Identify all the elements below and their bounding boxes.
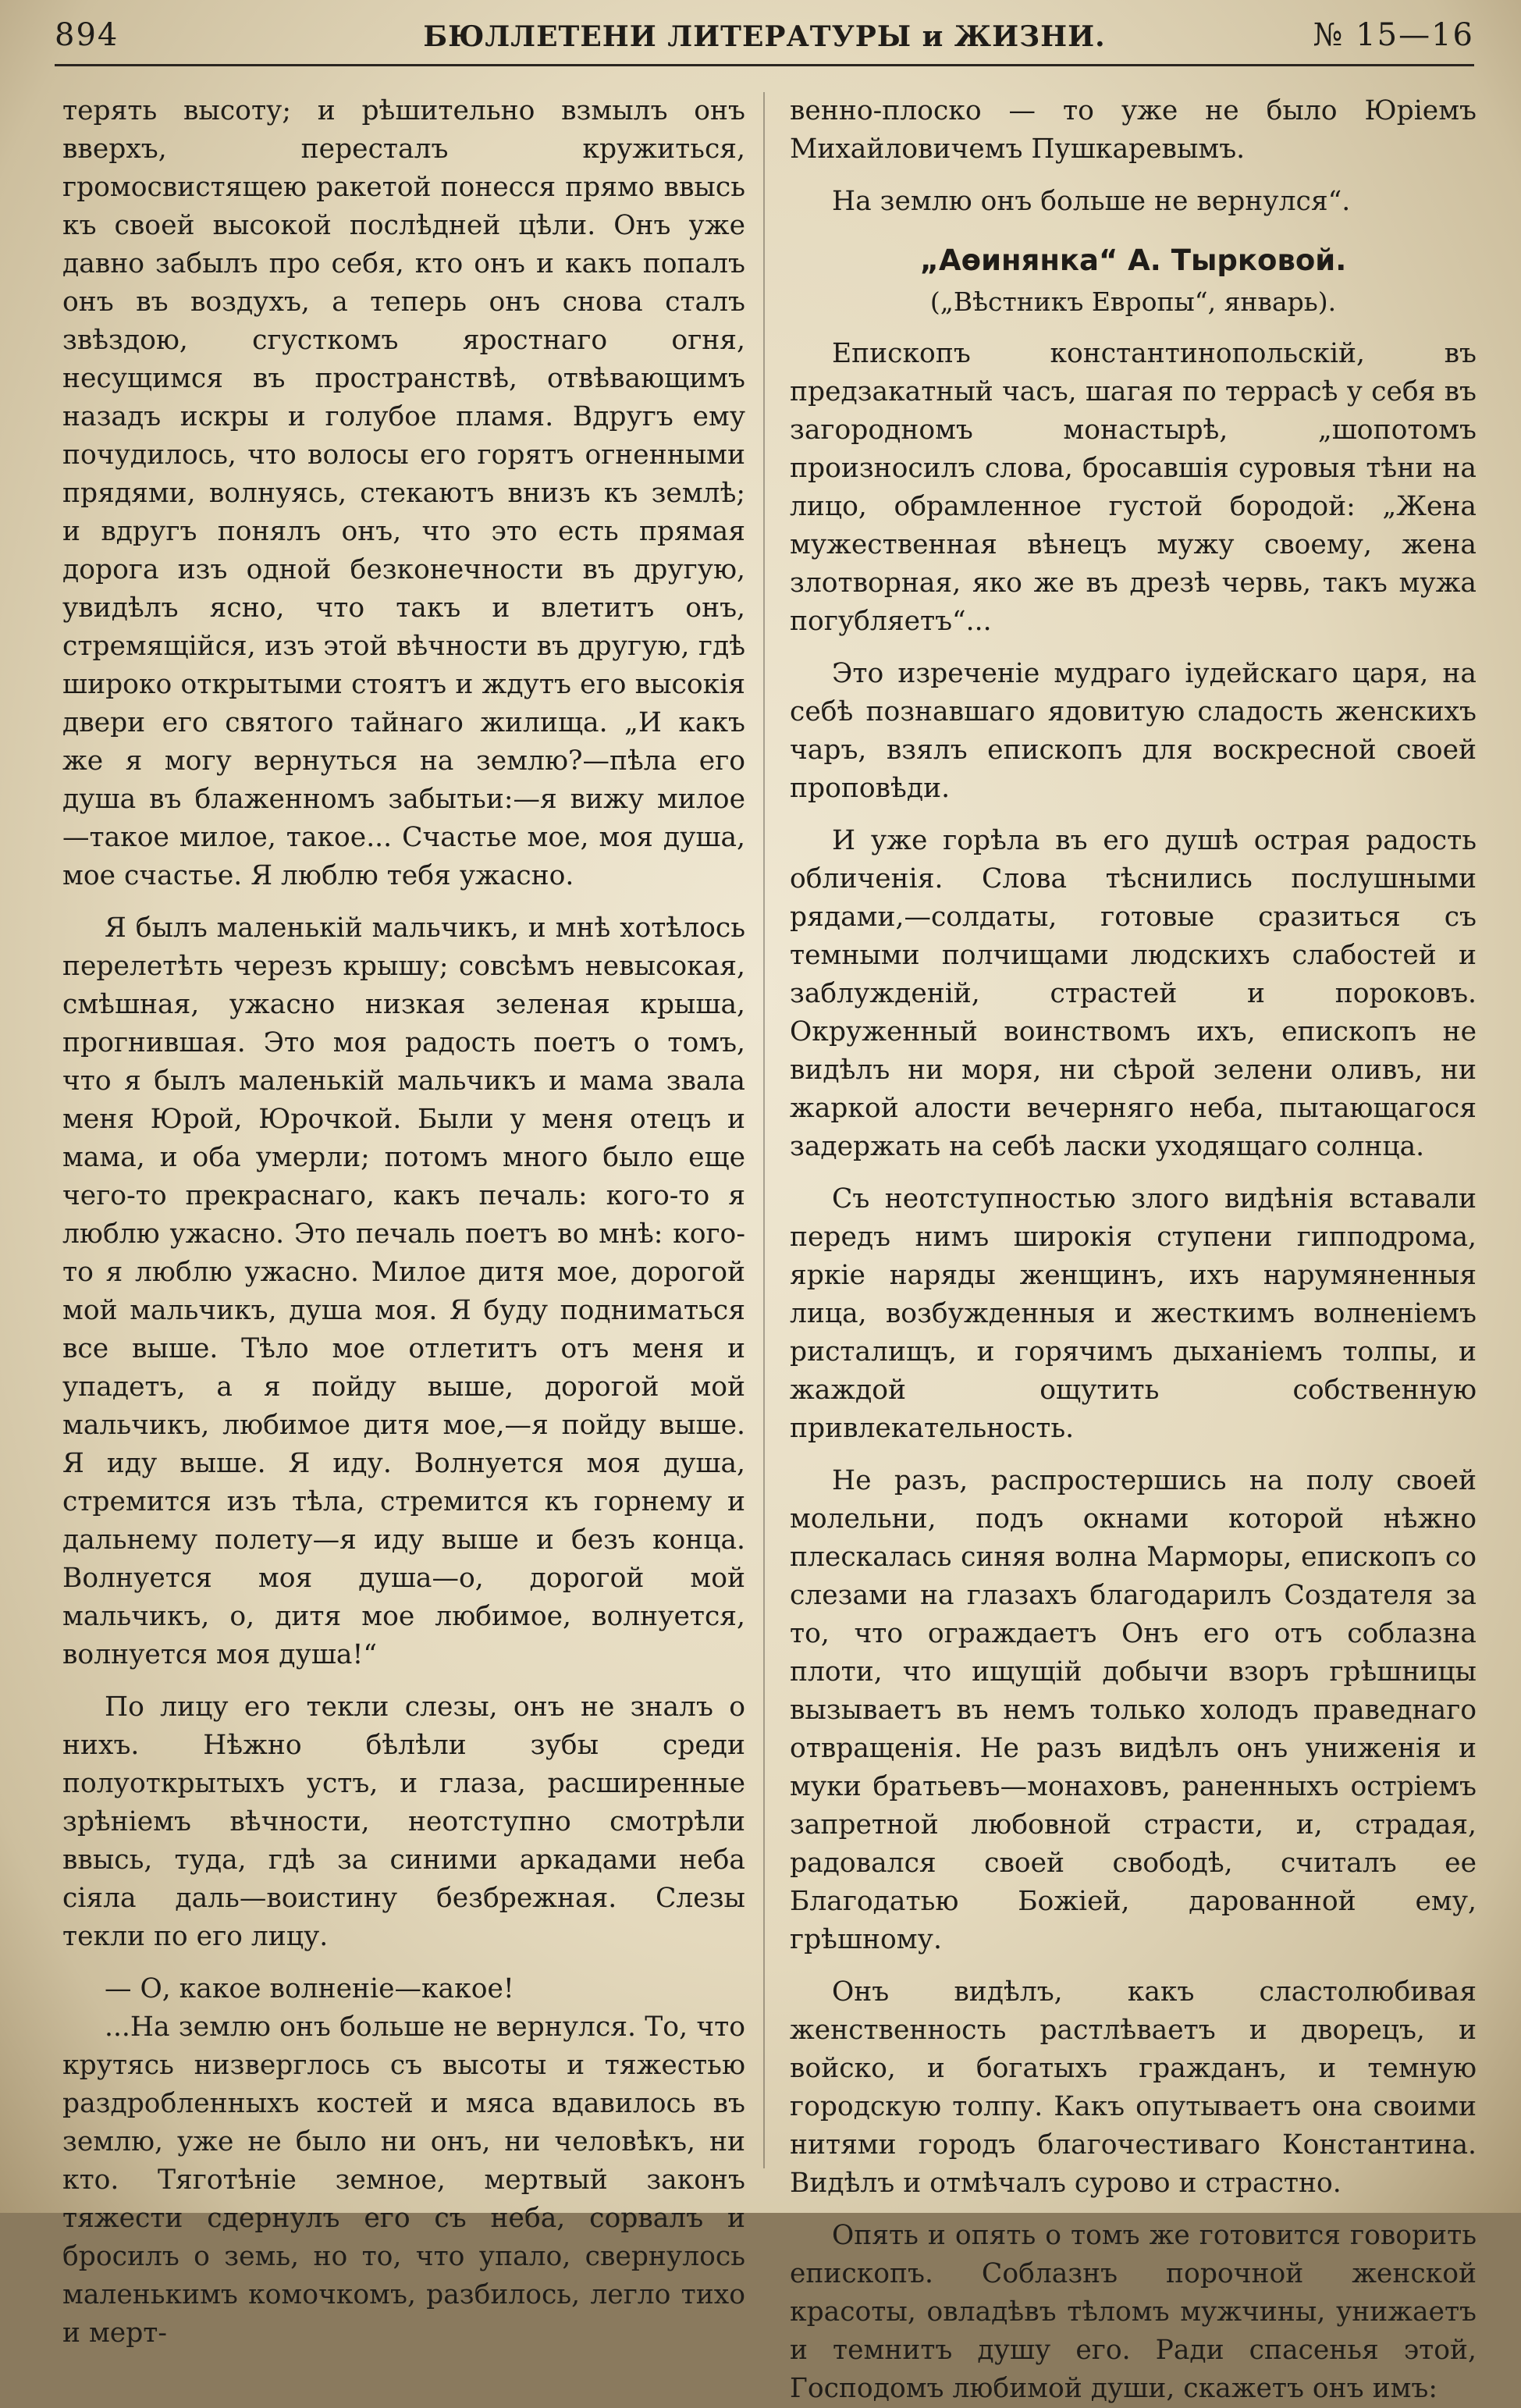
journal-title: БЮЛЛЕТЕНИ ЛИТЕРАТУРЫ и ЖИЗНИ. — [423, 20, 1106, 53]
paragraph: Онъ видѣлъ, какъ сластолюбивая женственность растлѣваетъ и дворецъ, и войско, и богатыхъ гражданъ, и темную городскую толпу. Какъ опутываетъ она своими нитями городъ благочестиваго Константина. Видѣлъ и отмѣчалъ сурово и страстно. — [790, 1976, 1477, 2199]
paragraph: венно-плоско — то уже не было Юріемъ Михайловичемъ Пушкаревымъ. — [790, 95, 1477, 165]
paragraph: Епископъ константинопольскій, въ предзакатный часъ, шагая по террасѣ у себя въ загородномъ монастырѣ, „шопотомъ произносилъ слова, бросавшія суровыя тѣни на лицо, обрамленное густой бородой: „Жена мужественная вѣнецъ мужу своему, жена злотворная, яко же въ дрезѣ червь, такъ мужа погубляетъ“... — [790, 338, 1477, 637]
paragraph: — О, какое волненіе—какое! — [105, 1973, 514, 2004]
left-column — [62, 92, 745, 2349]
column-divider — [763, 92, 765, 2168]
paragraph: Не разъ, распростершись на полу своей молельни, подъ окнами которой нѣжно плескалась синяя волна Марморы, епископъ со слезами на глазахъ благодарилъ Создателя за то, что ограждаетъ Онъ его отъ соблазна плоти, что ищущій добычи взоръ грѣшницы вызываетъ въ немъ только холодъ праведнаго отвращенія. Не разъ видѣлъ онъ униженія и муки братьевъ—монаховъ, раненныхъ остріемъ запретной любовной страсти, и, страдая, радовался своей свободѣ, считалъ ее Благодатью Божіей, дарованной ему, грѣшному. — [790, 1465, 1477, 1955]
paragraph: Опять и опять о томъ же готовится говорить епископъ. Соблазнъ порочной женской красоты, овладѣвъ тѣломъ мужчины, унижаетъ и темнитъ душу его. Ради спасенья этой, Господомъ любимой души, скажетъ онъ имъ: — [790, 2220, 1477, 2404]
paragraph: На землю онъ больше не вернулся“. — [832, 186, 1351, 217]
section-heading: „Аѳинянка“ А. Тырковой. — [919, 244, 1347, 277]
header-rule — [55, 64, 1474, 66]
paragraph: Я былъ маленькій мальчикъ, и мнѣ хотѣлось перелетѣть черезъ крышу; совсѣмъ невысокая, смѣшная, ужасно низкая зеленая крыша, прогнившая. Это моя радость поетъ о томъ, что я былъ маленькій мальчикъ и мама звала меня Юрой, Юрочкой. Были у меня отецъ и мама, и оба умерли; потомъ много было еще чего-то прекраснаго, какъ печаль: кого-то я люблю ужасно. Это печаль поетъ во мнѣ: кого-то я люблю ужасно. Милое дитя мое, дорогой мой мальчикъ, душа моя. Я буду подниматься все выше. Тѣло мое отлетитъ отъ меня и упадетъ, а я пойду выше, дорогой мой мальчикъ, любимое дитя мое,—я пойду выше. Я иду выше. Я иду. Волнуется моя душа, стремится изъ тѣла, стремится къ горнему и дальнему полету—я иду выше и безъ конца. Волнуется моя душа—о, дорогой мой мальчикъ, о, дитя мое любимое, волнуется, волнуется моя душа!“ — [62, 912, 745, 1670]
paragraph: Это изреченіе мудраго іудейскаго царя, на себѣ познавшаго ядовитую сладость женскихъ чаръ, взялъ епископъ для воскресной своей проповѣди. — [790, 658, 1477, 804]
paragraph: терять высоту; и рѣшительно взмылъ онъ вверхъ, пересталъ кружиться, громосвистящею ракетой понесся прямо ввысь къ своей высокой послѣдней цѣли. Онъ уже давно забылъ про себя, кто онъ и какъ попалъ онъ въ воздухъ, а теперь онъ снова сталъ звѣздою, сгусткомъ яростнаго огня, несущимся въ пространствѣ, отвѣвающимъ назадъ искры и голубое пламя. Вдругъ ему почудилось, что волосы его горятъ огненными прядями, волнуясь, стекаютъ внизъ къ землѣ; и вдругъ понялъ онъ, что это есть прямая дорога изъ одной безконечности въ другую, увидѣлъ ясно, что такъ и влетитъ онъ, стремящійся, изъ этой вѣчности въ другую, гдѣ широко открытыми стоятъ и ждутъ его высокія двери его святого тайнаго жилища. „И какъ же я могу вернуться на землю?—пѣла его душа въ блаженномъ забытьи:—я вижу милое—такое милое, такое... Счастье мое, моя душа, мое счастье. Я люблю тебя ужасно. — [62, 95, 745, 891]
issue-number: № 15—16 — [1313, 17, 1474, 53]
paragraph: ...На землю онъ больше не вернулся. То, что крутясь низверглось съ высоты и тяжестью раздробленныхъ костей и мяса вдавилось въ землю, уже не было ни онъ, ни человѣкъ, ни кто. Тяготѣніе земное, мертвый законъ тяжести сдернулъ его съ неба, сорвалъ и бросилъ о земь, но то, что упало, свернулось маленькимъ комочкомъ, разбилось, легло тихо и мерт- — [62, 2011, 745, 2349]
section-source: („Вѣстникъ Европы“, январь). — [929, 286, 1337, 317]
paragraph: И уже горѣла въ его душѣ острая радость обличенія. Слова тѣснились послушными рядами,—солдаты, готовые сразиться съ темными полчищами людскихъ слабостей и заблужденій, страстей и пороковъ. Окруженный воинствомъ ихъ, епископъ не видѣлъ ни моря, ни сѣрой зелени оливъ, ни жаркой алости вечерняго неба, пытающагося задержать на себѣ ласки уходящаго солнца. — [790, 825, 1477, 1162]
paragraph: Съ неотступностью злого видѣнія вставали передъ нимъ широкія ступени гипподрома, яркіе наряды женщинъ, ихъ нарумяненныя лица, возбужденныя и жесткимъ волненіемъ ристалищъ, и горячимъ дыханіемъ толпы, и жаждой ощутить собственную привлекательность. — [790, 1183, 1477, 1444]
paragraph: По лицу его текли слезы, онъ не зналъ о нихъ. Нѣжно бѣлѣли зубы среди полуоткрытыхъ устъ, и глаза, расширенные зрѣніемъ вѣчности, неотступно смотрѣли ввысь, туда, гдѣ за синими аркадами неба сіяла даль—воистину безбрежная. Слезы текли по его лицу. — [62, 1691, 745, 1952]
page-number: 894 — [55, 17, 119, 53]
right-column — [790, 92, 1477, 2404]
page-header — [55, 17, 1474, 61]
